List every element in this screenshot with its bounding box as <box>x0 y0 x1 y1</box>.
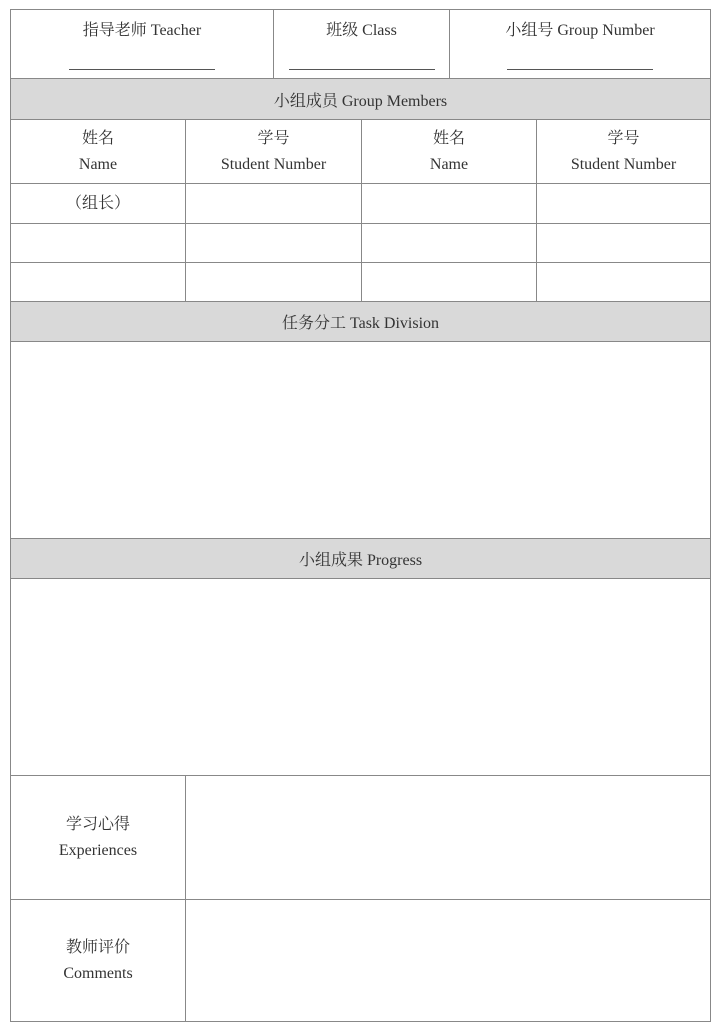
member-row-2-name-2[interactable] <box>361 224 536 262</box>
member-row-2-name-1[interactable] <box>11 224 185 262</box>
member-row-3-number-1[interactable] <box>185 263 361 301</box>
member-row-1-name-1[interactable] <box>11 184 185 223</box>
group-number-cell <box>449 10 710 78</box>
col-name-2-en: Name <box>429 155 469 173</box>
member-row-3-number-2[interactable] <box>536 263 710 301</box>
member-row-3-name-1[interactable] <box>11 263 185 301</box>
col-number-2 <box>536 120 710 183</box>
col-number-1 <box>185 120 361 183</box>
experiences-area[interactable] <box>185 776 710 899</box>
task-division-area[interactable] <box>11 341 710 538</box>
class-blank-line[interactable] <box>289 69 435 70</box>
col-number-1-zh: 学号 <box>257 129 290 147</box>
teacher-label: 指导老师 Teacher <box>82 22 202 39</box>
members-band <box>11 78 710 119</box>
comments-row <box>11 899 710 1021</box>
group-work-form <box>10 9 711 1022</box>
col-name-2-zh: 姓名 <box>432 129 465 147</box>
teacher-cell <box>11 10 273 78</box>
progress-area[interactable] <box>11 578 710 775</box>
member-row-3-name-2[interactable] <box>361 263 536 301</box>
progress-title: 小组成果 Progress <box>298 552 423 569</box>
member-row-3 <box>11 262 710 301</box>
member-row-1-number-1[interactable] <box>185 184 361 223</box>
col-name-1-zh: 姓名 <box>81 129 114 147</box>
col-number-1-en: Student Number <box>220 155 327 173</box>
experiences-label-en: Experiences <box>58 841 138 859</box>
task-division-title: 任务分工 Task Division <box>281 315 440 332</box>
experiences-label-cell <box>11 776 185 899</box>
progress-band <box>11 538 710 578</box>
comments-label-en: Comments <box>63 964 133 982</box>
member-row-1-number-2[interactable] <box>536 184 710 223</box>
col-name-1 <box>11 120 185 183</box>
group-number-label: 小组号 Group Number <box>505 22 655 39</box>
task-division-band <box>11 301 710 341</box>
comments-area[interactable] <box>185 900 710 1021</box>
col-name-1-en: Name <box>78 155 118 173</box>
members-header-row <box>11 119 710 183</box>
members-title: 小组成员 Group Members <box>273 92 448 110</box>
member-row-1 <box>11 183 710 223</box>
class-label: 班级 Class <box>326 22 397 39</box>
col-number-2-zh: 学号 <box>607 129 640 147</box>
member-row-2-number-1[interactable] <box>185 224 361 262</box>
group-number-blank-line[interactable] <box>507 69 653 70</box>
experiences-label-zh: 学习心得 <box>65 815 130 833</box>
member-row-2-number-2[interactable] <box>536 224 710 262</box>
member-row-1-name-2[interactable] <box>361 184 536 223</box>
teacher-blank-line[interactable] <box>69 69 215 70</box>
leader-note: （组长） <box>65 194 130 212</box>
class-cell <box>273 10 449 78</box>
col-number-2-en: Student Number <box>570 155 677 173</box>
header-row <box>11 10 710 78</box>
col-name-2 <box>361 120 536 183</box>
comments-label-zh: 教师评价 <box>65 938 130 956</box>
member-row-2 <box>11 223 710 262</box>
comments-label-cell <box>11 900 185 1021</box>
experiences-row <box>11 775 710 899</box>
